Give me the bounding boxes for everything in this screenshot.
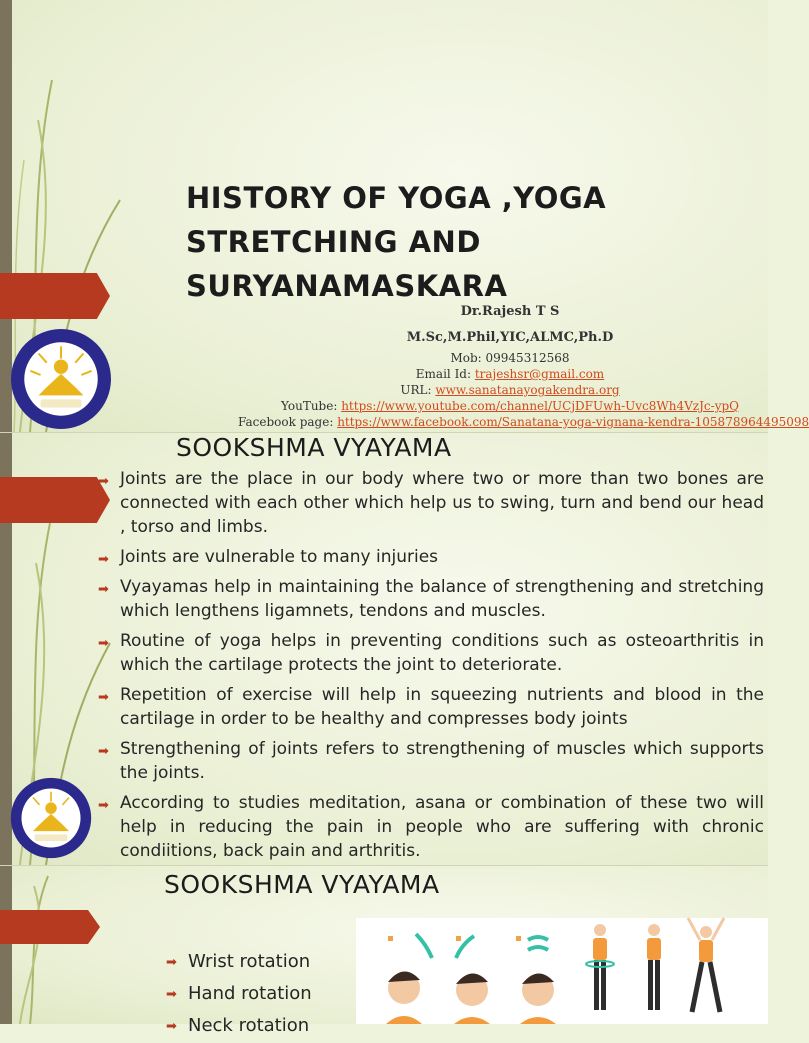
facebook-link[interactable]: https://www.facebook.com/Sanatana-yoga-vignana-kendra-105878964495098 <box>337 415 809 429</box>
list-item <box>96 545 764 569</box>
exercise-list <box>166 946 312 1042</box>
arrow-bullet-icon: ➡ <box>166 955 177 970</box>
url-label: URL: <box>400 383 436 397</box>
arrow-bullet-icon: ➡ <box>166 1019 177 1034</box>
author-email-line <box>250 366 770 382</box>
list-item <box>96 629 764 677</box>
website-link[interactable]: www.sanatanayogakendra.org <box>435 383 620 397</box>
title-line-1: HISTORY OF YOGA ,YOGA <box>186 181 607 215</box>
youtube-label: YouTube: <box>280 399 342 413</box>
youtube-link[interactable]: https://www.youtube.com/channel/UCjDFUwh-Uvc8Wh4VzJc-ypQ <box>341 399 739 413</box>
bullet-text: Joints are vulnerable to many injuries <box>120 547 439 567</box>
email-link[interactable]: trajeshsr@gmail.com <box>474 367 605 381</box>
list-item <box>96 575 764 623</box>
accent-arrow <box>0 273 110 319</box>
arrow-bullet-icon: ➡ <box>98 690 109 705</box>
arrow-bullet-icon: ➡ <box>166 987 177 1002</box>
sanatana-logo <box>10 777 92 859</box>
list-item <box>166 946 312 978</box>
list-item <box>166 978 312 1010</box>
facebook-label: Facebook page: <box>238 415 338 429</box>
author-facebook-line <box>238 414 809 430</box>
arrow-bullet-icon: ➡ <box>98 474 109 489</box>
slide-sookshma-info <box>0 433 768 865</box>
title-line-2: STRETCHING AND <box>186 225 481 259</box>
list-item <box>96 467 764 539</box>
title-line-3: SURYANAMASKARA <box>186 269 508 303</box>
bullet-text: According to studies meditation, asana or combination of these two will help in reducing the pain in people who are suffering with chronic condiitions, back pain and arthritis. <box>120 793 764 861</box>
section-heading: SOOKSHMA VYAYAMA <box>164 870 440 899</box>
arrow-bullet-icon: ➡ <box>98 798 109 813</box>
arrow-bullet-icon: ➡ <box>98 552 109 567</box>
list-item <box>96 791 764 863</box>
presentation-title <box>186 176 746 308</box>
info-bullet-list <box>96 467 764 869</box>
exercise-name: Hand rotation <box>188 983 312 1004</box>
author-youtube-line <box>250 398 770 414</box>
slide-sookshma-exercises <box>0 866 768 1036</box>
author-degrees: M.Sc,M.Phil,YIC,ALMC,Ph.D <box>406 330 614 345</box>
email-label: Email Id: <box>415 367 475 381</box>
bullet-text: Repetition of exercise will help in squeezing nutrients and blood in the cartilage in order to be healthy and compresses body joints <box>120 685 764 729</box>
sanatana-logo <box>10 328 112 430</box>
bullet-text: Joints are the place in our body where two or more than two bones are connected with each other which help us to swing, turn and bend our head , torso and limbs. <box>120 469 764 537</box>
arrow-bullet-icon: ➡ <box>98 582 109 597</box>
grass-decoration <box>0 866 120 1024</box>
list-item <box>96 737 764 785</box>
list-item <box>166 1010 312 1042</box>
author-mobile: Mob: 09945312568 <box>450 351 570 365</box>
slide-title <box>0 0 809 432</box>
bullet-text: Routine of yoga helps in preventing conditions such as osteoarthritis in which the cartilage protects the joint to deteriorate. <box>120 631 764 675</box>
exercise-illustration <box>356 918 768 1024</box>
bullet-text: Vyayamas help in maintaining the balance of strengthening and stretching which lengthens ligamnets, tendons and muscles. <box>120 577 764 621</box>
accent-arrow <box>0 910 100 944</box>
author-name: Dr.Rajesh T S <box>460 304 560 319</box>
accent-arrow <box>0 477 110 523</box>
exercise-name: Neck rotation <box>188 1015 310 1036</box>
arrow-bullet-icon: ➡ <box>98 744 109 759</box>
author-url-line <box>250 382 770 398</box>
list-item <box>96 683 764 731</box>
exercise-name: Wrist rotation <box>188 951 311 972</box>
bullet-text: Strengthening of joints refers to strengthening of muscles which supports the joints. <box>120 739 764 783</box>
neck-shoulder-exercise-illustration <box>356 918 768 1024</box>
arrow-bullet-icon: ➡ <box>98 636 109 651</box>
section-heading: SOOKSHMA VYAYAMA <box>176 433 452 462</box>
